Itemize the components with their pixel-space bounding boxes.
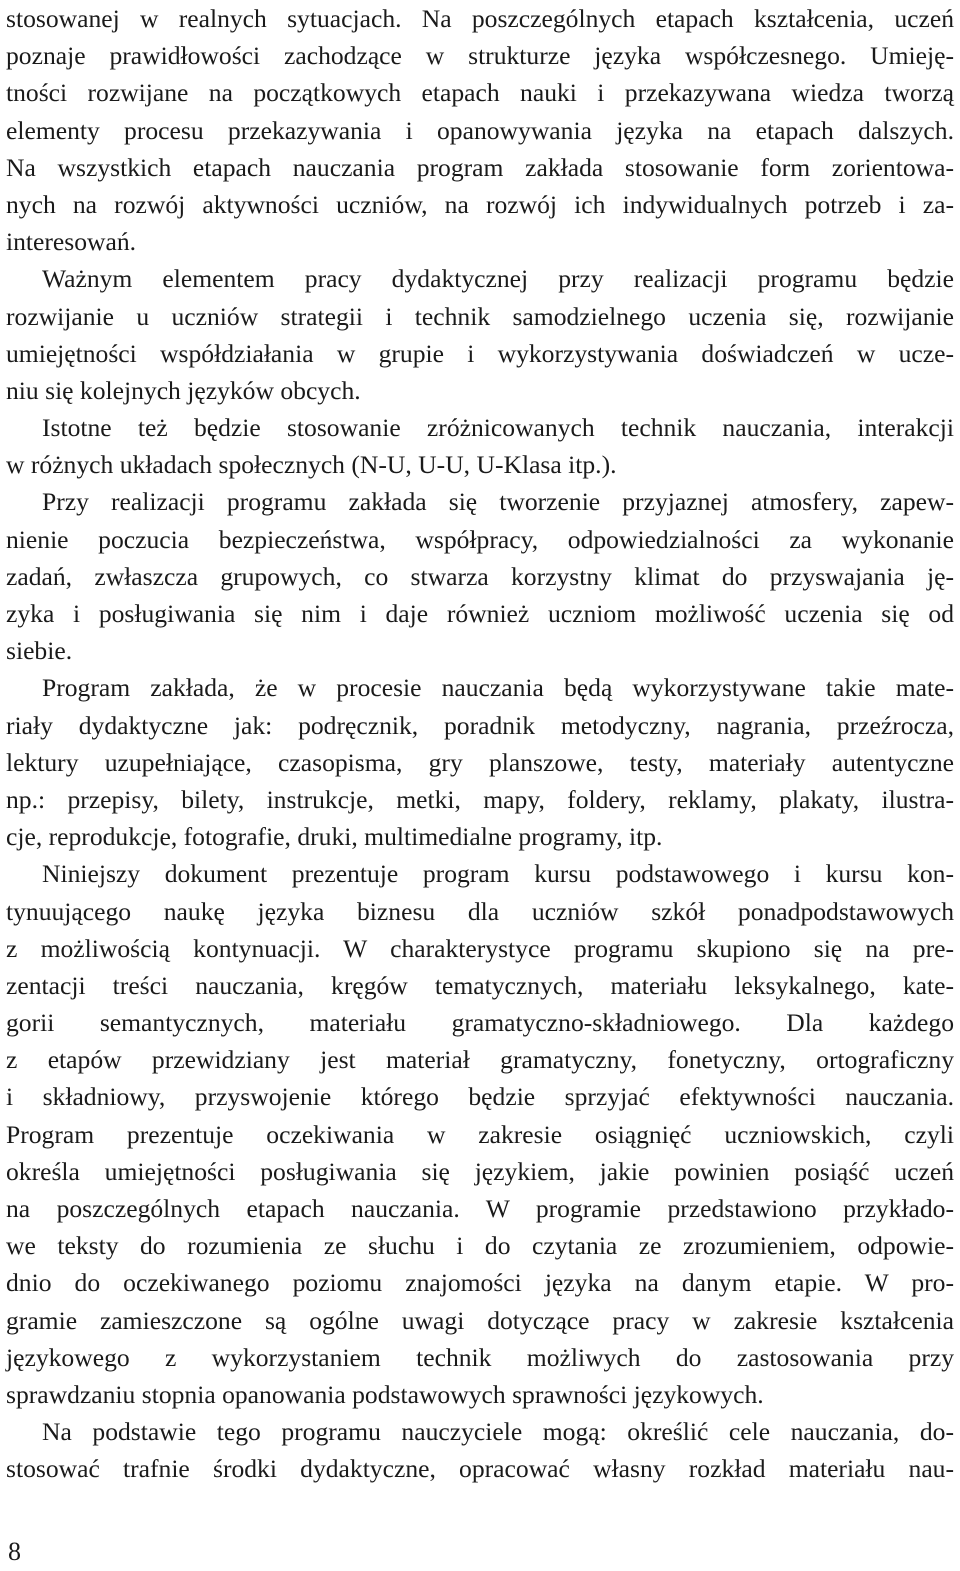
text-line: zadań, zwłaszcza grupowych, co stwarza korzystny klimat do przyswajania ję- bbox=[6, 561, 954, 591]
text-line: riały dydaktyczne jak: podręcznik, poradnik metodyczny, nagrania, przeźrocza, bbox=[6, 710, 954, 740]
page-number: 8 bbox=[8, 1537, 21, 1566]
text-line: umiejętności współdziałania w grupie i wykorzystywania doświadczeń w ucze- bbox=[6, 338, 954, 368]
document-page bbox=[6, 0, 954, 1488]
text-line: gramie zamieszczone są ogólne uwagi dotyczące pracy w zakresie kształcenia bbox=[6, 1305, 954, 1335]
text-line: nienie poczucia bezpieczeństwa, współpracy, odpowiedzialności za wykonanie bbox=[6, 524, 954, 554]
text-line: zyka i posługiwania się nim i daje również uczniom możliwość uczenia się od bbox=[6, 599, 954, 628]
paragraph-1 bbox=[6, 0, 954, 260]
text-line: stosować trafnie środki dydaktyczne, opracować własny rozkład materiału nau- bbox=[6, 1454, 954, 1484]
text-line: nych na rozwój aktywności uczniów, na rozwój ich indywidualnych potrzeb i za- bbox=[6, 189, 954, 219]
text-line: sprawdzaniu stopnia opanowania podstawowych sprawności językowych. bbox=[6, 1379, 764, 1409]
text-line: dnio do oczekiwanego poziomu znajomości języka na danym etapie. W pro- bbox=[6, 1268, 954, 1298]
text-line: zentacji treści nauczania, kręgów tematycznych, materiału leksykalnego, kate- bbox=[6, 970, 954, 1000]
text-line: cje, reprodukcje, fotografie, druki, multimedialne programy, itp. bbox=[6, 822, 663, 852]
text-line: Na wszystkich etapach nauczania program zakłada stosowanie form zorientowa- bbox=[6, 152, 954, 182]
paragraph-7 bbox=[6, 1413, 954, 1487]
text-line: i składniowy, przyswojenie którego będzie sprzyjać efektywności nauczania. bbox=[6, 1082, 954, 1112]
text-line: w różnych układach społecznych (N-U, U-U, U-Klasa itp.). bbox=[6, 450, 617, 480]
paragraph-3 bbox=[6, 409, 954, 483]
text-line: we teksty do rozumienia ze słuchu i do czytania ze zrozumieniem, odpowie- bbox=[6, 1231, 954, 1261]
text-line: siebie. bbox=[6, 636, 73, 666]
text-line: niu się kolejnych języków obcych. bbox=[6, 375, 361, 405]
text-line: tności rozwijane na początkowych etapach nauki i przekazywana wiedza tworzą bbox=[6, 78, 954, 108]
text-line: Niniejszy dokument prezentuje program kursu podstawowego i kursu kon- bbox=[42, 859, 954, 889]
text-line: elementy procesu przekazywania i opanowywania języka na etapach dalszych. bbox=[6, 115, 954, 145]
paragraph-4 bbox=[6, 483, 954, 669]
text-line: Program prezentuje oczekiwania w zakresie osiągnięć uczniowskich, czyli bbox=[6, 1119, 954, 1149]
text-line: z możliwością kontynuacji. W charakterystyce programu skupiono się na pre- bbox=[6, 933, 954, 963]
text-line: językowego z wykorzystaniem technik możliwych do zastosowania przy bbox=[6, 1342, 954, 1372]
text-line: lektury uzupełniające, czasopisma, gry planszowe, testy, materiały autentyczne bbox=[6, 747, 954, 777]
text-line: z etapów przewidziany jest materiał gramatyczny, fonetyczny, ortograficzny bbox=[6, 1045, 954, 1075]
paragraph-2 bbox=[6, 260, 954, 409]
text-line: poznaje prawidłowości zachodzące w strukturze języka współczesnego. Umieję- bbox=[6, 41, 954, 71]
text-line: Program zakłada, że w procesie nauczania będą wykorzystywane takie mate- bbox=[42, 673, 954, 703]
text-line: interesowań. bbox=[6, 227, 137, 257]
text-line: rozwijanie u uczniów strategii i technik samodzielnego uczenia się, rozwijanie bbox=[6, 301, 954, 331]
text-line: gorii semantycznych, materiału gramatyczno-składniowego. Dla każdego bbox=[6, 1008, 954, 1038]
text-line: Przy realizacji programu zakłada się tworzenie przyjaznej atmosfery, zapew- bbox=[42, 487, 954, 517]
text-line: określa umiejętności posługiwania się językiem, jakie powinien posiąść uczeń bbox=[6, 1156, 954, 1186]
text-line: np.: przepisy, bilety, instrukcje, metki, mapy, foldery, reklamy, plakaty, ilustra- bbox=[6, 784, 954, 814]
text-line: na poszczególnych etapach nauczania. W programie przedstawiono przykłado- bbox=[6, 1194, 954, 1223]
text-line: Ważnym elementem pracy dydaktycznej przy realizacji programu będzie bbox=[42, 264, 954, 294]
text-line: stosowanej w realnych sytuacjach. Na poszczególnych etapach kształcenia, uczeń bbox=[6, 4, 954, 33]
text-line: Na podstawie tego programu nauczyciele mogą: określić cele nauczania, do- bbox=[42, 1417, 954, 1447]
paragraph-5 bbox=[6, 669, 954, 855]
text-line: Istotne też będzie stosowanie zróżnicowanych technik nauczania, interakcji bbox=[42, 413, 954, 443]
paragraph-6 bbox=[6, 855, 954, 1413]
text-line: tynuującego naukę języka biznesu dla uczniów szkół ponadpodstawowych bbox=[6, 896, 954, 926]
